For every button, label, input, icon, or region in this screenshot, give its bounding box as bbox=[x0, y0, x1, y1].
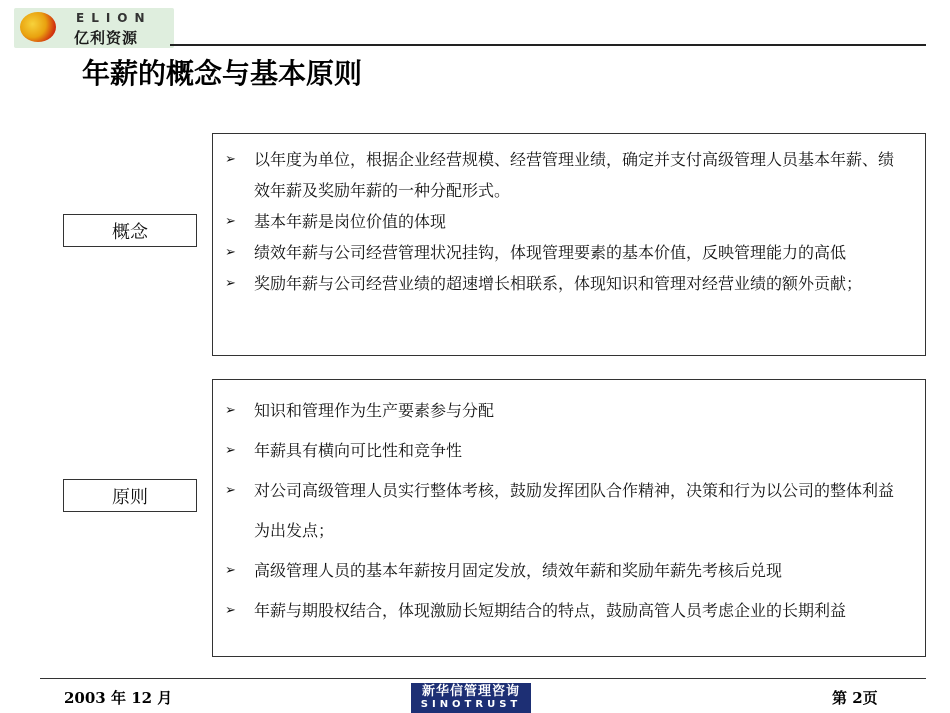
arrow-bullet-icon: ➢ bbox=[225, 563, 236, 578]
list-item bbox=[213, 237, 925, 268]
list-item-text: 奖励年薪与公司经营业绩的超速增长相联系，体现知识和管理对经营业绩的额外贡献； bbox=[254, 274, 863, 293]
list-item bbox=[213, 591, 925, 631]
footer-divider bbox=[40, 678, 926, 679]
page-number: 第 2页 bbox=[832, 689, 878, 707]
header-divider bbox=[170, 44, 926, 46]
list-item bbox=[213, 431, 925, 471]
arrow-bullet-icon: ➢ bbox=[225, 214, 236, 229]
arrow-bullet-icon: ➢ bbox=[225, 603, 236, 618]
arrow-bullet-icon: ➢ bbox=[225, 245, 236, 260]
arrow-bullet-icon: ➢ bbox=[225, 403, 236, 418]
page-title: 年薪的概念与基本原则 bbox=[82, 57, 363, 90]
arrow-bullet-icon: ➢ bbox=[225, 443, 236, 458]
brand-chinese-text: 新华信管理咨询 bbox=[421, 684, 520, 699]
list-item-text: 基本年薪是岗位价值的体现 bbox=[254, 212, 447, 231]
logo-english-text: ELION bbox=[76, 11, 152, 25]
arrow-bullet-icon: ➢ bbox=[225, 152, 236, 167]
list-item bbox=[213, 551, 925, 591]
list-item bbox=[213, 268, 925, 299]
list-item bbox=[213, 206, 925, 237]
sinotrust-brand-logo bbox=[411, 683, 531, 713]
list-item-text: 绩效年薪与公司经营管理状况挂钩，体现管理要素的基本价值，反映管理能力的高低 bbox=[254, 243, 847, 262]
concept-label-box: 概念 bbox=[63, 214, 197, 247]
brand-english-text: SINOTRUST bbox=[420, 699, 522, 710]
concept-content-box bbox=[212, 133, 926, 356]
arrow-bullet-icon: ➢ bbox=[225, 276, 236, 291]
arrow-bullet-icon: ➢ bbox=[225, 483, 236, 498]
list-item-text: 高级管理人员的基本年薪按月固定发放，绩效年薪和奖励年薪先考核后兑现 bbox=[254, 561, 783, 580]
company-logo bbox=[14, 8, 174, 48]
list-item-text: 对公司高级管理人员实行整体考核，鼓励发挥团队合作精神，决策和行为以公司的整体利益为出发点； bbox=[254, 481, 895, 540]
list-item-text: 年薪具有横向可比性和竞争性 bbox=[254, 441, 463, 460]
list-item bbox=[213, 471, 925, 551]
list-item bbox=[213, 391, 925, 431]
list-item-text: 年薪与期股权结合，体现激励长短期结合的特点，鼓励高管人员考虑企业的长期利益 bbox=[254, 601, 847, 620]
list-item-text: 知识和管理作为生产要素参与分配 bbox=[254, 401, 495, 420]
logo-chinese-text: 亿利资源 bbox=[74, 29, 139, 47]
principle-content-box bbox=[212, 379, 926, 657]
footer-date: 2003 年 12 月 bbox=[64, 689, 173, 707]
principle-bullet-list bbox=[213, 391, 925, 631]
principle-label-box: 原则 bbox=[63, 479, 197, 512]
logo-emblem-icon bbox=[20, 12, 56, 42]
list-item-text: 以年度为单位，根据企业经营规模、经营管理业绩，确定并支付高级管理人员基本年薪、绩效年薪及奖励年薪的一种分配形式。 bbox=[254, 150, 895, 200]
concept-bullet-list bbox=[213, 144, 925, 299]
list-item bbox=[213, 144, 925, 206]
